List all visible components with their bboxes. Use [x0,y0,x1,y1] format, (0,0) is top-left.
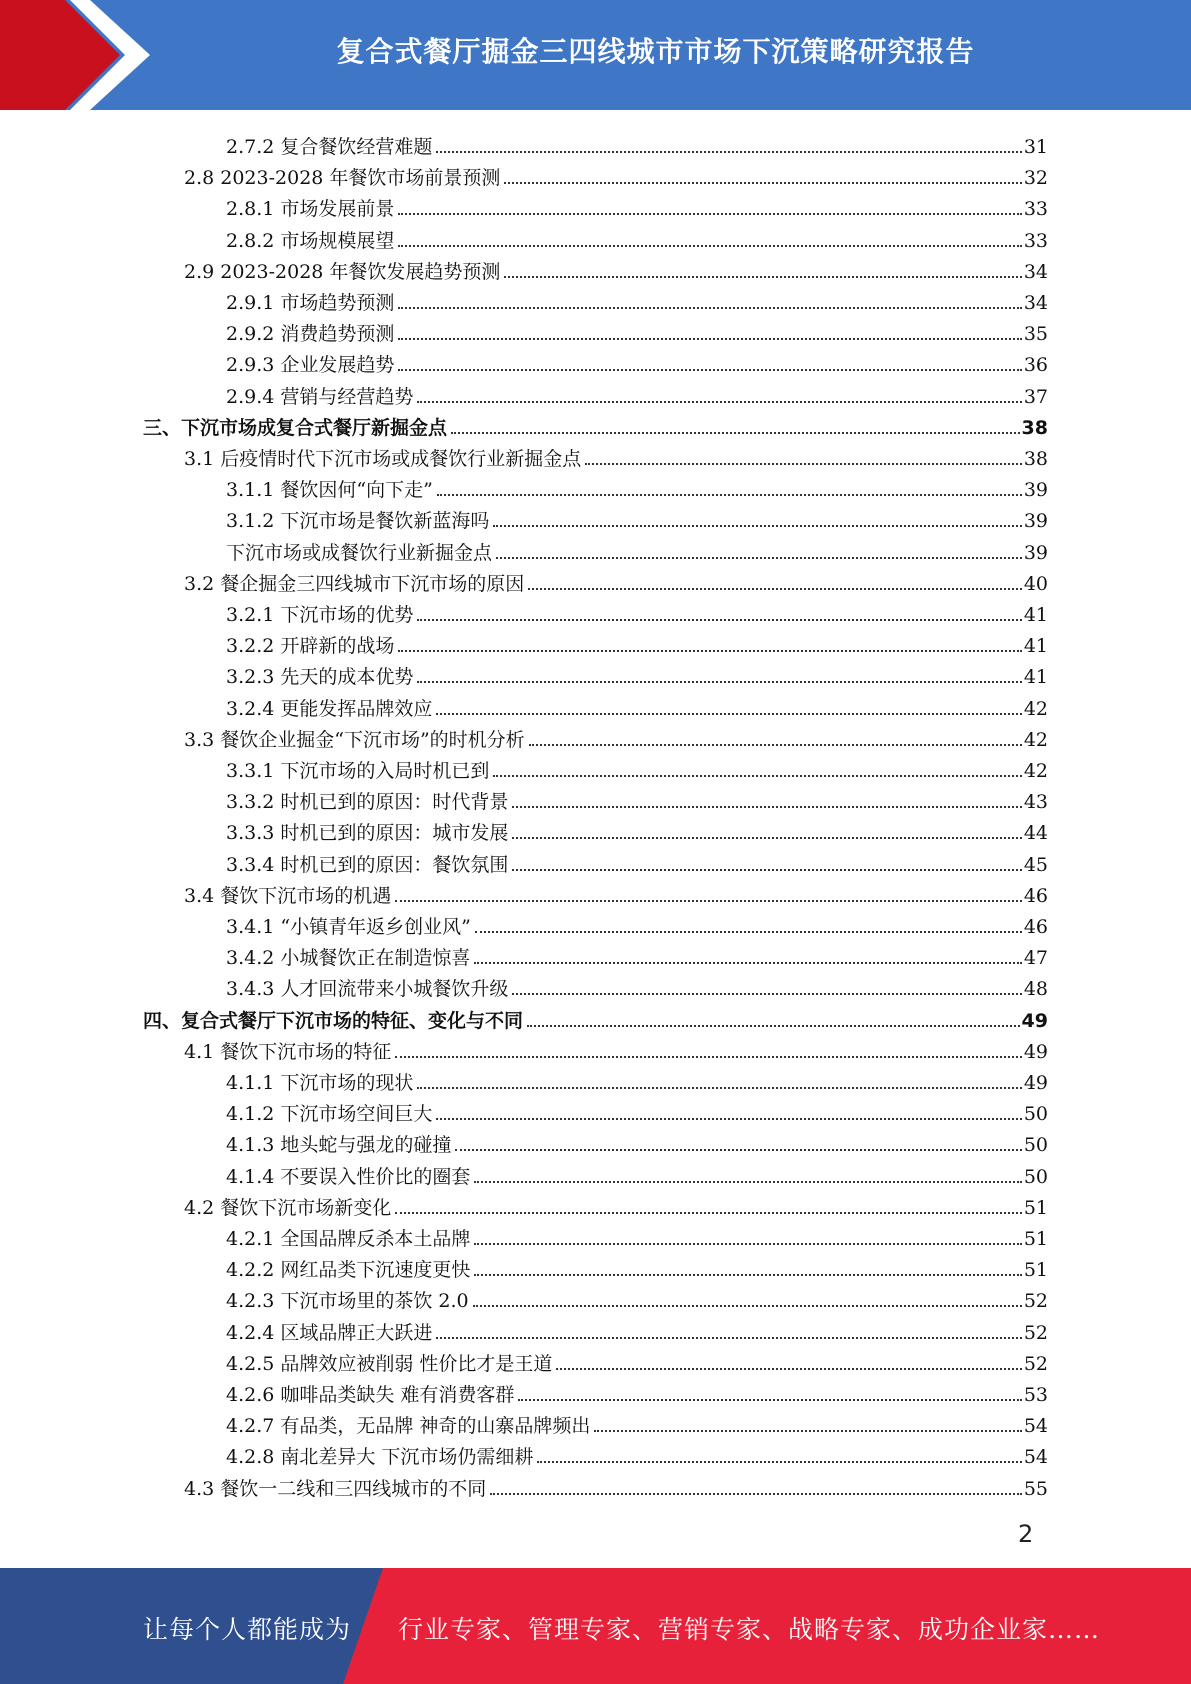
toc-entry[interactable] [226,378,1048,409]
toc-leader-dots [474,1274,1021,1276]
toc-entry-page: 33 [1023,198,1048,221]
toc-entry-title: 3.2.1 下沉市场的优势 [226,604,414,626]
toc-entry-title: 下沉市场或成餐饮行业新掘金点 [226,541,493,564]
toc-entry[interactable] [184,440,1048,471]
toc-leader-dots [398,338,1021,340]
toc-entry-title: 3.1 后疫情时代下沉市场或成餐饮行业新掘金点 [184,448,582,470]
toc-leader-dots [417,619,1021,621]
toc-entry-title: 四、复合式餐厅下沉市场的特征、变化与不同 [143,1009,524,1032]
toc-entry-title: 3.3.4 时机已到的原因：餐饮氛围 [226,853,509,876]
toc-entry[interactable] [226,1438,1048,1469]
toc-entry-title: 3.3 餐饮企业掘金“下沉市场”的时机分析 [184,728,525,751]
toc-entry-page: 50 [1023,1103,1048,1126]
toc-entry-title: 3.2.2 开辟新的战场 [226,635,395,658]
toc-entry[interactable] [184,1189,1048,1220]
toc-entry-title: 4.1.2 下沉市场空间巨大 [226,1103,433,1126]
toc-entry[interactable] [143,409,1048,440]
toc-leader-dots [474,962,1021,964]
toc-entry-title: 4.2 餐饮下沉市场新变化 [184,1196,392,1219]
toc-leader-dots [504,276,1021,278]
toc-entry-page: 42 [1023,760,1048,782]
toc-entry-title: 2.8 2023-2028 年餐饮市场前景预测 [184,167,501,190]
toc-entry-page: 54 [1023,1446,1048,1469]
toc-leader-dots [585,463,1022,465]
toc-entry-title: 2.9.4 营销与经营趋势 [226,385,414,408]
toc-entry-title: 3.1.2 下沉市场是餐饮新蓝海吗 [226,510,490,533]
toc-entry-title: 4.2.1 全国品牌反杀本土品牌 [226,1228,471,1250]
toc-leader-dots [417,1087,1021,1089]
toc-leader-dots [417,401,1021,403]
toc-entry[interactable] [226,814,1048,845]
toc-entry[interactable] [226,939,1048,970]
toc-entry[interactable] [226,1095,1048,1126]
toc-entry[interactable] [226,471,1048,502]
toc-entry-page: 34 [1023,292,1048,314]
toc-leader-dots [512,993,1021,995]
footer-slogan-left: 让每个人都能成为 [143,1615,352,1644]
toc-entry[interactable] [226,1220,1048,1251]
toc-entry[interactable] [226,222,1048,253]
toc-entry-title: 4.2.5 品牌效应被削弱 性价比才是王道 [226,1352,553,1375]
toc-leader-dots [417,681,1021,683]
toc-entry-title: 3.3.3 时机已到的原因：城市发展 [226,822,509,845]
toc-entry-page: 49 [1021,1009,1048,1032]
toc-entry[interactable] [226,190,1048,221]
toc-entry[interactable] [226,846,1048,877]
toc-entry-page: 48 [1023,978,1048,1001]
toc-leader-dots [398,650,1021,652]
header-chevron-graphic [0,0,160,110]
toc-entry-page: 39 [1023,510,1048,533]
toc-entry-title: 4.1 餐饮下沉市场的特征 [184,1040,392,1063]
toc-leader-dots [436,151,1021,153]
page-number: 2 [1018,1520,1034,1548]
toc-entry-page: 47 [1023,947,1048,970]
toc-entry-page: 39 [1023,479,1048,502]
toc-entry-page: 50 [1023,1165,1048,1188]
toc-entry[interactable] [184,159,1048,190]
toc-entry[interactable] [226,1064,1048,1095]
toc-entry-page: 34 [1023,260,1048,283]
toc-leader-dots [504,182,1021,184]
toc-leader-dots [395,900,1022,902]
toc-leader-dots [398,245,1021,247]
page-footer [0,1568,1191,1684]
toc-leader-dots [398,213,1021,215]
toc-entry-title: 4.2.7 有品类，无品牌 神奇的山寨品牌频出 [226,1415,591,1438]
toc-entry-title: 4.2.2 网红品类下沉速度更快 [226,1259,471,1282]
toc-entry-page: 41 [1023,666,1048,689]
toc-leader-dots [455,1149,1021,1151]
toc-entry-title: 2.9.2 消费趋势预测 [226,323,395,346]
toc-entry[interactable] [226,783,1048,814]
toc-leader-dots [475,931,1022,933]
toc-entry[interactable] [184,877,1048,908]
toc-entry-title: 4.2.8 南北差异大 下沉市场仍需细耕 [226,1446,534,1469]
toc-entry-page: 42 [1023,697,1048,720]
toc-leader-dots [529,744,1022,746]
toc-entry[interactable] [226,315,1048,346]
toc-leader-dots [527,1025,1020,1027]
toc-leader-dots [493,775,1021,777]
toc-entry-title: 4.2.4 区域品牌正大跃进 [226,1321,433,1344]
toc-entry-title: 3.2 餐企掘金三四线城市下沉市场的原因 [184,572,525,595]
toc-leader-dots [395,1056,1022,1058]
toc-entry-page: 52 [1023,1321,1048,1344]
toc-entry[interactable] [226,1407,1048,1438]
toc-entry-title: 3.2.3 先天的成本优势 [226,666,414,689]
toc-entry-title: 4.1.3 地头蛇与强龙的碰撞 [226,1134,452,1157]
toc-entry[interactable] [226,970,1048,1001]
toc-leader-dots [473,1305,1022,1307]
toc-entry-page: 33 [1023,229,1048,252]
toc-entry-page: 43 [1023,791,1048,814]
toc-entry-title: 3.4.3 人才回流带来小城餐饮升级 [226,978,509,1001]
toc-entry-title: 三、下沉市场成复合式餐厅新掘金点 [143,416,448,439]
toc-entry[interactable] [143,1002,1048,1033]
toc-entry-title: 2.9.3 企业发展趋势 [226,354,395,377]
toc-entry-page: 49 [1023,1072,1048,1094]
toc-entry-title: 4.2.3 下沉市场里的茶饮 2.0 [226,1290,469,1313]
toc-entry[interactable] [226,534,1048,565]
toc-leader-dots [594,1430,1021,1432]
toc-entry-title: 3.4 餐饮下沉市场的机遇 [184,884,392,907]
toc-entry[interactable] [184,721,1048,752]
toc-leader-dots [436,1337,1021,1339]
toc-entry-page: 55 [1023,1477,1048,1500]
toc-entry-page: 46 [1023,884,1048,907]
toc-entry[interactable] [184,565,1048,596]
report-title: 复合式餐厅掘金三四线城市市场下沉策略研究报告 [336,35,975,68]
toc-entry-page: 51 [1023,1259,1048,1282]
toc-entry-page: 52 [1023,1352,1048,1375]
footer-slogan-right: 行业专家、管理专家、营销专家、战略专家、成功企业家…… [398,1615,1101,1644]
toc-entry-page: 36 [1023,354,1048,377]
toc-entry[interactable] [226,1314,1048,1345]
toc-leader-dots [512,869,1021,871]
toc-leader-dots [518,1399,1021,1401]
toc-entry[interactable] [226,1376,1048,1407]
toc-entry-page: 41 [1023,604,1048,626]
toc-leader-dots [436,713,1021,715]
toc-leader-dots [537,1461,1021,1463]
toc-entry-page: 40 [1023,572,1048,595]
toc-entry-page: 35 [1023,323,1048,346]
toc-entry-page: 50 [1023,1134,1048,1157]
page-header [0,0,1191,110]
toc-entry[interactable] [226,346,1048,377]
toc-entry-page: 39 [1023,541,1048,564]
toc-leader-dots [556,1368,1021,1370]
toc-leader-dots [437,494,1022,496]
toc-entry-page: 42 [1023,728,1048,751]
toc-entry-page: 32 [1023,167,1048,190]
toc-entry[interactable] [184,1033,1048,1064]
toc-entry[interactable] [226,1126,1048,1157]
toc-entry-title: 4.2.6 咖啡品类缺失 难有消费客群 [226,1384,515,1406]
toc-entry-title: 3.2.4 更能发挥品牌效应 [226,697,433,720]
toc-entry-page: 37 [1023,385,1048,408]
toc-entry[interactable] [226,658,1048,689]
toc-entry[interactable] [226,502,1048,533]
toc-entry-page: 44 [1023,822,1048,845]
toc-entry-page: 54 [1023,1415,1048,1438]
toc-leader-dots [451,432,1020,434]
toc-entry-title: 2.8.1 市场发展前景 [226,198,395,221]
toc-entry-page: 51 [1023,1196,1048,1219]
toc-entry[interactable] [226,596,1048,627]
toc-entry-title: 4.1.4 不要误入性价比的圈套 [226,1165,471,1188]
toc-leader-dots [512,806,1021,808]
toc-entry[interactable] [226,284,1048,315]
toc-entry[interactable] [184,253,1048,284]
toc-leader-dots [493,525,1021,527]
toc-entry[interactable] [184,1470,1048,1501]
toc-entry[interactable] [226,1158,1048,1189]
toc-leader-dots [474,1181,1021,1183]
toc-entry-title: 3.4.1 “小镇青年返乡创业风” [226,916,471,938]
toc-entry-title: 3.3.2 时机已到的原因：时代背景 [226,791,509,814]
toc-entry[interactable] [226,1251,1048,1282]
toc-leader-dots [395,1212,1022,1214]
toc-entry-page: 51 [1023,1228,1048,1250]
toc-entry-page: 53 [1023,1384,1048,1406]
toc-entry[interactable] [226,1282,1048,1313]
toc-leader-dots [512,837,1021,839]
toc-leader-dots [474,1243,1021,1245]
toc-leader-dots [436,1118,1021,1120]
toc-leader-dots [496,557,1022,559]
toc-entry-title: 3.4.2 小城餐饮正在制造惊喜 [226,947,471,970]
toc-leader-dots [398,369,1021,371]
toc-entry-title: 2.7.2 复合餐饮经营难题 [226,136,433,158]
toc-entry[interactable] [226,1345,1048,1376]
toc-entry-title: 3.3.1 下沉市场的入局时机已到 [226,760,490,782]
toc-entry[interactable] [226,128,1048,159]
toc-entry-page: 45 [1023,853,1048,876]
toc-leader-dots [528,588,1022,590]
toc-entry-title: 4.1.1 下沉市场的现状 [226,1072,414,1094]
toc-entry-page: 52 [1023,1290,1048,1313]
toc-entry-title: 2.9.1 市场趋势预测 [226,292,395,314]
toc-entry[interactable] [226,690,1048,721]
toc-entry[interactable] [226,627,1048,658]
toc-leader-dots [398,307,1021,309]
toc-entry-page: 49 [1023,1040,1048,1063]
toc-entry-page: 31 [1023,136,1048,158]
toc-entry-title: 2.8.2 市场规模展望 [226,229,395,252]
toc-entry-title: 2.9 2023-2028 年餐饮发展趋势预测 [184,260,501,283]
toc-entry-page: 41 [1023,635,1048,658]
toc-leader-dots [490,1493,1022,1495]
toc-entry[interactable] [226,752,1048,783]
toc-entry-page: 38 [1023,448,1048,470]
toc-entry-page: 46 [1023,916,1048,938]
toc-entry-title: 4.3 餐饮一二线和三四线城市的不同 [184,1477,487,1500]
toc-entry-page: 38 [1021,416,1048,439]
toc-entry-title: 3.1.1 餐饮因何“向下走” [226,479,433,502]
toc-entry[interactable] [226,908,1048,939]
